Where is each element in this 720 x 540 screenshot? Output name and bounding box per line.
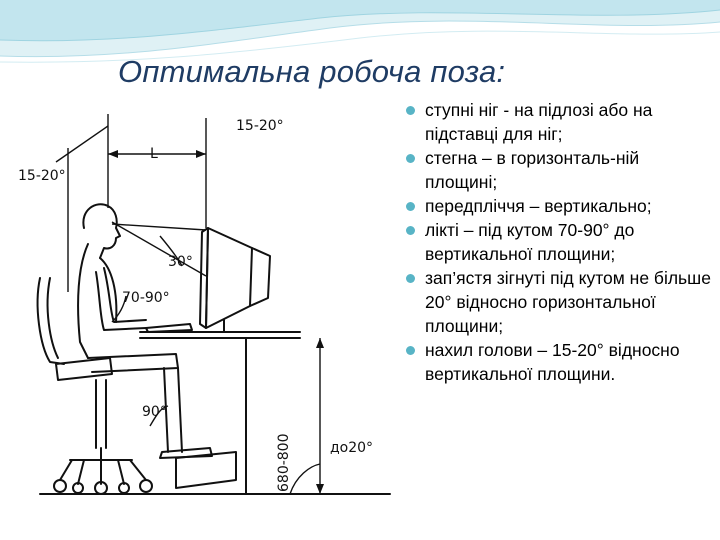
label-knee-angle: 90°: [142, 404, 167, 420]
bullet-text: передпліччя – вертикально;: [425, 196, 652, 216]
bullet-text: зап’ястя зігнуті під кутом не більше 20° відносно горизонтальної площини;: [425, 268, 711, 336]
bullet-item-thighs: [404, 146, 714, 194]
bullet-item-forearms: [404, 194, 714, 218]
bullet-list: [404, 98, 714, 386]
label-footrest-angle: до20°: [330, 440, 374, 456]
bullet-dot-icon: [406, 202, 415, 211]
bullet-item-wrists: [404, 266, 714, 338]
bullet-text: нахил голови – 15-20° відносно вертикальної площини.: [425, 340, 680, 384]
bullet-text: ступні ніг - на підлозі або на підставці для ніг;: [425, 100, 653, 144]
bullet-item-feet: [404, 98, 714, 146]
label-top-angle: 15-20°: [236, 118, 284, 134]
bullet-text: стегна – в горизонталь-ній площині;: [425, 148, 640, 192]
label-left-angle: 15-20°: [18, 168, 66, 184]
bullet-item-elbows: [404, 218, 714, 266]
bullet-text: лікті – під кутом 70-90° до вертикальної площини;: [425, 220, 635, 264]
posture-diagram: [0, 96, 392, 516]
label-desk-height: 680-800: [276, 433, 292, 492]
bullet-dot-icon: [406, 226, 415, 235]
bullet-item-head: [404, 338, 714, 386]
bullet-dot-icon: [406, 154, 415, 163]
label-elbow-angle: 70-90°: [122, 290, 170, 306]
bullet-dot-icon: [406, 346, 415, 355]
label-screen-angle: 30°: [168, 254, 193, 270]
slide-title: Оптимальна робоча поза:: [118, 54, 506, 89]
label-distance: L: [150, 146, 158, 162]
bullet-dot-icon: [406, 106, 415, 115]
bullet-dot-icon: [406, 274, 415, 283]
